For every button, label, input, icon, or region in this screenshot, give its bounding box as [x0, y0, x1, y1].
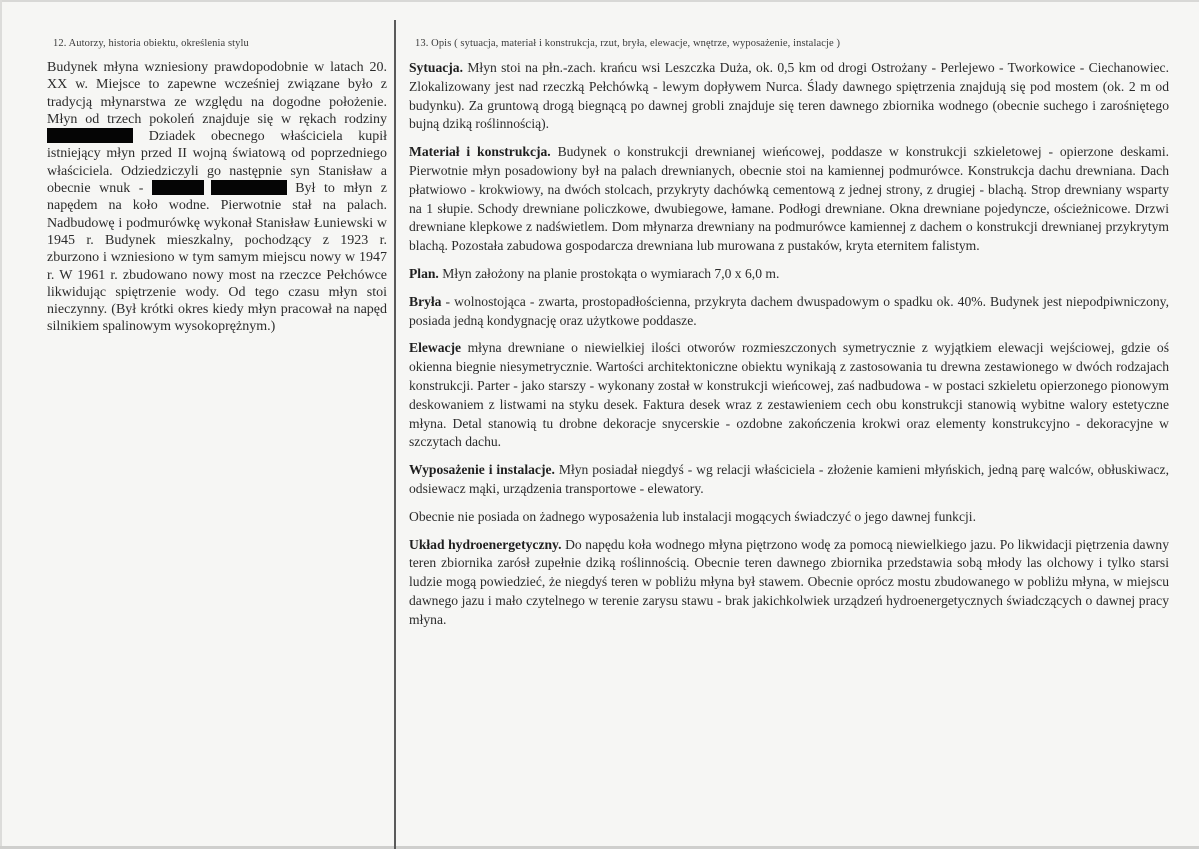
paragraph-current-state: [409, 508, 1169, 527]
paragraph-text: - wolnostojąca - zwarta, prostopadłościenna, przykryta dachem dwuspadowym o spadku ok. 40%. Budynek jest niepodpiwniczony, posiada jedną kondygnację oraz użytkowe poddasze.: [409, 293, 1169, 328]
paragraph-title: Układ hydroenergetyczny.: [409, 536, 562, 552]
paragraph-plan: [409, 265, 1169, 284]
history-text-part-3: Był to młyn z napędem na koło wodne. Pierwotnie stał na palach. Nadbudowę i podmurówkę wykonał Stanisław Łuniewski w 1945 r. Budynek mieszkalny, pochodzący z 1923 r. zburzono i wzniesiono w tym samym miejscu nowy w 1947 r. W 1961 r. zbudowano nowy most na rzeczce Pełchówce likwidując spiętrzenie wody. Od tego czasu młyn stoi nieczynny. (Był krótki okres kiedy młyn pracował na napęd silnikiem spalinowym wysokoprężnym.): [47, 181, 388, 335]
paragraph-text: Młyn stoi na płn.-zach. krańcu wsi Leszczka Duża, ok. 0,5 km od drogi Ostrożany - Perlejewo - Tworkowice - Ciechanowiec. Zlokalizowany jest nad rzeczką Pełchówką - lewym dopływem Nurca. Ślady dawnego spiętrzenia znajdują się pod mostem (ok. 2 m od budynku). Za gruntową drogą biegnącą po dawnej grobli znajduje się teren dawnego zbiornika wodnego (obecnie suchego i zarośniętego bujną dziką roślinnością).: [409, 60, 1169, 132]
paragraph-title: Materiał i konstrukcja.: [409, 144, 551, 160]
redaction-block: [47, 128, 133, 143]
description-column: [409, 38, 1169, 639]
paragraph-title: Elewacje: [409, 340, 462, 356]
paragraph-equipment: [409, 461, 1169, 499]
paragraph-text: Do napędu koła wodnego młyna piętrzono wodę za pomocą niewielkiego jazu. Po likwidacji piętrzenia dawny teren zbiornika zarósł zupełnie dziką roślinnością. Obecnie teren dawnego zbiornika przedstawia sobą młody las olchowy i tylko starsi ludzie mogą powiedzieć, że niegdyś teren w pobliżu młyna był stawem. Obecnie oprócz mostu zbudowanego w pobliżu młyna, w miejscu dawnego jazu i mało czytelnego w terenie zarysu stawu - brak jakichkolwiek urządzeń hydroenergetycznych świadczących o dawnej pracy młyna.: [409, 536, 1169, 627]
paragraph-text: Młyn posiadał niegdyś - wg relacji właściciela - złożenie kamieni młyńskich, jedną parę walców, obłuskiwacz, odsiewacz mąki, urządzenia transportowe - elewatory.: [409, 462, 1169, 496]
history-text-part-2: Dziadek obecnego właściciela kupił istniejący młyn przed II wojną światową od poprzedniego właściciela. Odziedziczyli go następnie syn Stanisław a obecnie wnuk -: [47, 129, 387, 197]
history-header: 12. Autorzy, historia obiektu, określenia stylu: [53, 38, 249, 49]
history-text: [47, 59, 387, 336]
paragraph-title: Plan.: [409, 265, 439, 281]
paragraph-text: Młyn założony na planie prostokąta o wymiarach 7,0 x 6,0 m.: [442, 265, 780, 281]
paragraph-text: Obecnie nie posiada on żadnego wyposażenia lub instalacji mogących świadczyć o jego dawnej funkcji.: [409, 508, 976, 524]
paragraph-body: [409, 293, 1169, 331]
paragraph-text: Budynek o konstrukcji drewnianej wieńcowej, poddasze w konstrukcji szkieletowej - opierzone deskami. Pierwotnie młyn posadowiony był na palach drewnianych, obecnie stoi na kamiennej podmurówce. Konstrukcja dachu drewniana. Dach płatwiowo - krokwiowy, na dwóch stolcach, przykryty dachówką cementową z jednej strony, z drugiej - blachą. Strop drewniany wsparty na 1 słupie. Schody drewniane policzkowe, dwubiegowe, łamane. Podłogi drewniane. Okna drewniane pojedyncze, ościeżnicowe. Drzwi drewniane klepkowe z nadświetlem. Dom młynarza drewniany na podmurówce kamiennej z dachem o konstrukcji drewnianej przykrytym blachą. Pozostała zabudowa gospodarcza drewniana lub murowana z pustaków, kryta eternitem falistym.: [409, 144, 1169, 254]
scan-edge-top: [0, 0, 1199, 2]
paragraph-title: Bryła: [409, 293, 442, 309]
paragraph-text: młyna drewniane o niewielkiej ilości otworów rozmieszczonych symetrycznie z wyjątkiem elewacji wejściowej, gdzie oś okienna biegnie niesymetrycznie. Wartości architektoniczne obiektu wynikają z zastosowania tu drewna zestawionego w dwóch rodzajach konstrukcji. Parter - jako starszy - wykonany został w konstrukcji wieńcowej, zaś nadbudowa - w postaci szkieletu opierzonego pionowym deskowaniem z listwami na styku desek. Faktura desek wraz z zestawieniem cech obu konstrukcji stanowią wybitne walory estetyczne młyna. Detal stanowią tu drobne dekoracje snycerskie - ozdobne zakończenia krokwi oraz elementy konstrukcyjno - dekoracyjne w szczytach dachu.: [409, 340, 1169, 450]
paragraph-title: Wyposażenie i instalacje.: [409, 462, 555, 478]
redaction-block: [211, 180, 287, 195]
redaction-block: [152, 180, 204, 195]
paragraph-title: Sytuacja.: [409, 60, 463, 75]
scan-edge-left: [0, 0, 2, 849]
paragraph-material: [409, 143, 1169, 256]
history-column: [47, 38, 387, 336]
paragraph-elevations: [409, 339, 1169, 452]
history-text-part-1: Budynek młyna wzniesiony prawdopodobnie w latach 20. XX w. Miejsce to zapewne wcześniej związane było z tradycją młynarstwa ze względu na dogodne położenie. Młyn od trzech pokoleń znajduje się w rękach rodziny: [47, 60, 387, 127]
paragraph-hydro: [409, 536, 1169, 630]
column-divider: [394, 20, 396, 849]
paragraph-situation: [409, 59, 1169, 134]
description-header: 13. Opis ( sytuacja, materiał i konstrukcja, rzut, bryła, elewacje, wnętrze, wyposażenie, instalacje ): [415, 38, 841, 49]
